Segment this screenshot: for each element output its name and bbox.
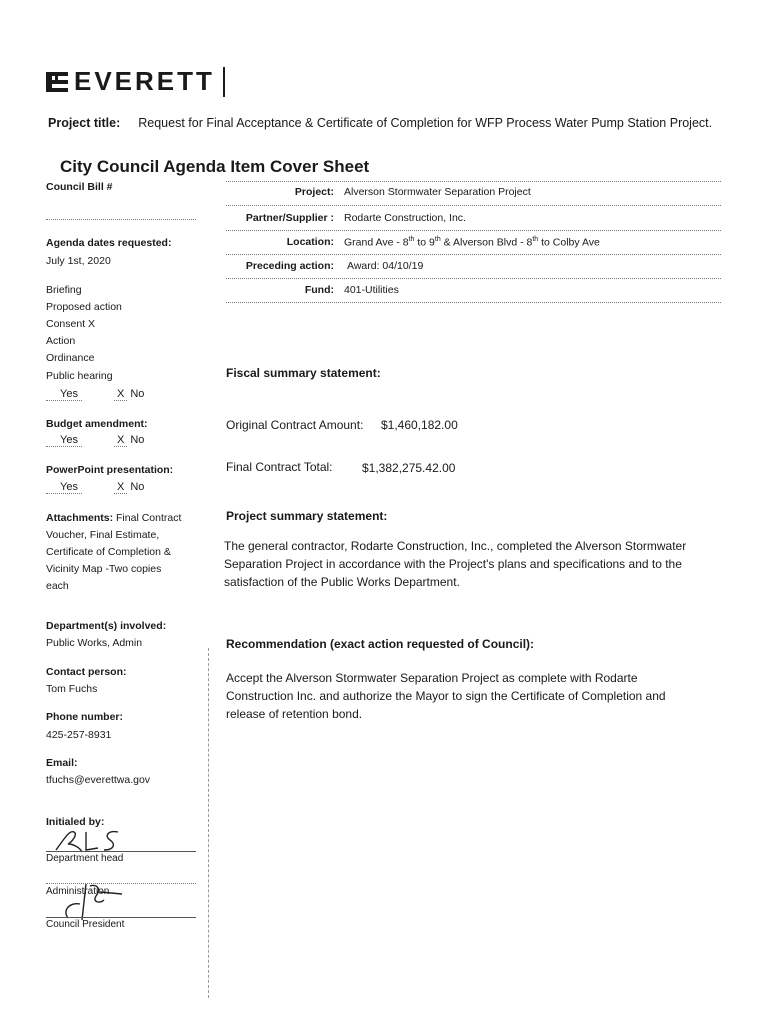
agenda-dates-label: Agenda dates requested: — [46, 237, 172, 249]
fiscal-summary-heading: Fiscal summary statement: — [226, 366, 381, 380]
original-contract-label: Original Contract Amount: — [226, 418, 364, 432]
departments-value: Public Works, Admin — [46, 637, 143, 649]
ppt-yes: Yes — [46, 481, 82, 494]
project-title-value: Request for Final Acceptance & Certificate of Completion for WFP Process Water Pump Station Project. — [138, 116, 713, 130]
phone-label: Phone number: — [46, 711, 124, 723]
department-head-label: Department head — [46, 853, 124, 864]
council-bill-line — [46, 219, 196, 220]
location-value: Grand Ave - 8th to 9th & Alverson Blvd - 8th to Colby Ave — [344, 236, 600, 249]
partner-line — [226, 230, 721, 231]
project-summary-heading: Project summary statement: — [226, 509, 388, 523]
public-hearing-yes-no — [46, 388, 144, 400]
partner-value: Rodarte Construction, Inc. — [344, 212, 466, 224]
council-president-line — [46, 917, 196, 918]
action-type-briefing: Briefing — [46, 284, 82, 296]
preceding-action-label: Preceding action: — [245, 260, 334, 272]
action-type-public-hearing: Public hearing — [46, 370, 113, 382]
everett-logo — [46, 66, 225, 97]
action-type-action: Action — [46, 335, 76, 347]
attachments-line-3: Vicinity Map -Two copies — [46, 563, 162, 575]
email-label: Email: — [46, 757, 78, 769]
preceding-action-value: Award: 04/10/19 — [347, 260, 424, 272]
public-hearing-no: No — [130, 388, 145, 400]
attachments-line-1: Voucher, Final Estimate, — [46, 529, 160, 541]
preceding-line — [226, 278, 721, 279]
departments-label: Department(s) involved: — [46, 620, 167, 632]
final-contract-label: Final Contract Total: — [226, 460, 333, 474]
administration-label: Administration — [46, 886, 110, 897]
fund-label: Fund: — [304, 284, 334, 296]
project-line — [226, 205, 721, 206]
public-hearing-yes: Yes — [46, 388, 82, 401]
budget-x: X — [114, 434, 127, 447]
cover-sheet-title: City Council Agenda Item Cover Sheet — [60, 157, 370, 176]
powerpoint-yes-no — [46, 481, 144, 493]
budget-yes: Yes — [46, 434, 82, 447]
contact-value: Tom Fuchs — [46, 683, 98, 695]
department-head-line — [46, 851, 196, 852]
project-title — [48, 116, 712, 130]
location-line — [226, 254, 721, 255]
fund-value: 401-Utilities — [344, 284, 399, 296]
recommendation-text: Accept the Alverson Stormwater Separation Project as complete with Rodarte Construction Inc. and authorize the Mayor to sign the Certificate of Completion and release of retention bond. — [226, 671, 666, 721]
attachments-block — [46, 510, 206, 595]
attachments-label: Attachments: — [46, 512, 114, 524]
original-contract-value: $1,460,182.00 — [381, 418, 458, 432]
attachments-line-0: Final Contract — [116, 512, 182, 524]
agenda-dates-value: July 1st, 2020 — [46, 255, 111, 267]
recommendation-heading: Recommendation (exact action requested of Council): — [226, 637, 535, 651]
budget-amendment-label: Budget amendment: — [46, 418, 148, 430]
logo-divider — [223, 67, 225, 97]
initialed-by-label: Initialed by: — [46, 816, 105, 828]
project-label: Project: — [294, 186, 334, 198]
email-value: tfuchs@everettwa.gov — [46, 774, 151, 786]
action-type-proposed: Proposed action — [46, 301, 122, 313]
phone-value: 425-257-8931 — [46, 729, 112, 741]
project-summary-text: The general contractor, Rodarte Construction, Inc., completed the Alverson Stormwater Separation Project in accordance with the Project's plans and specifications and to the satisfaction of the Public Works Department. — [224, 539, 687, 589]
project-value: Alverson Stormwater Separation Project — [344, 186, 531, 198]
attachments-line-2: Certificate of Completion & — [46, 546, 171, 558]
fund-line — [226, 302, 721, 303]
final-contract-value: $1,382,275.42.00 — [362, 461, 456, 475]
location-label: Location: — [286, 236, 334, 248]
budget-amendment-yes-no — [46, 434, 144, 446]
budget-no: No — [130, 434, 145, 446]
logo-wordmark: EVERETT — [74, 66, 215, 96]
partner-label: Partner/Supplier : — [245, 212, 334, 224]
ppt-x: X — [114, 481, 127, 494]
attachments-line-4: each — [46, 580, 69, 592]
action-type-ordinance: Ordinance — [46, 352, 95, 364]
action-type-consent: Consent X — [46, 318, 96, 330]
contact-label: Contact person: — [46, 666, 127, 678]
public-hearing-x: X — [114, 388, 127, 401]
action-type-list — [46, 282, 122, 385]
everett-logo-icon — [46, 71, 68, 93]
powerpoint-label: PowerPoint presentation: — [46, 464, 174, 476]
project-top-line — [226, 181, 721, 182]
council-president-label: Council President — [46, 919, 125, 930]
council-bill-label: Council Bill # — [46, 181, 113, 193]
project-title-label: Project title: — [48, 116, 121, 130]
ppt-no: No — [130, 481, 145, 493]
column-divider — [208, 648, 209, 998]
